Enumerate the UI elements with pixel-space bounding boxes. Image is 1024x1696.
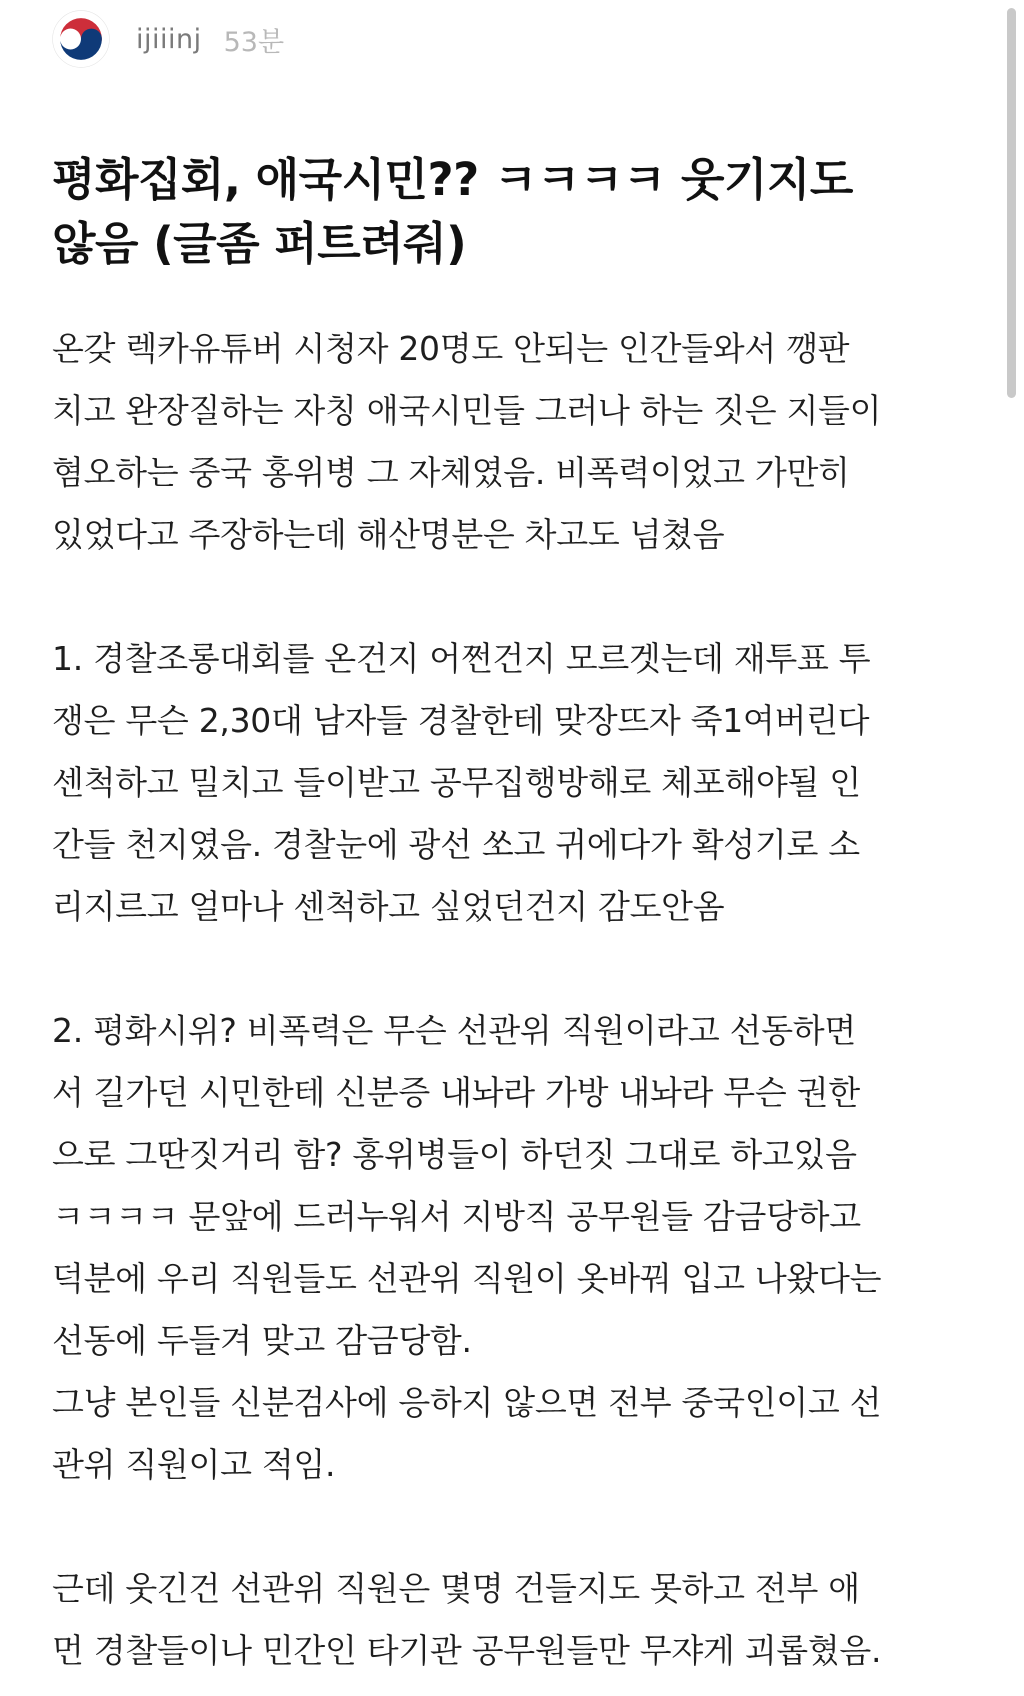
- body-line: 서 길가던 시민한테 신분증 내놔라 가방 내놔라 무슨 권한: [52, 1073, 860, 1112]
- body-line: 간들 천지였음. 경찰눈에 광선 쏘고 귀에다가 확성기로 소: [52, 825, 860, 864]
- post-title-line: 않음 (글좀 퍼트려줘): [52, 217, 467, 270]
- paragraph-spacer: [52, 566, 982, 628]
- body-line: 리지르고 얼마나 센척하고 싶었던건지 감도안옴: [52, 887, 725, 926]
- body-line: 관위 직원이고 적임.: [52, 1445, 336, 1484]
- body-line: 으로 그딴짓거리 함? 홍위병들이 하던짓 그대로 하고있음: [52, 1135, 857, 1174]
- body-line: 근데 웃긴건 선관위 직원은 몇명 건들지도 못하고 전부 애: [52, 1569, 860, 1608]
- body-line: 온갖 렉카유튜버 시청자 20명도 안되는 인간들와서 깽판: [52, 329, 850, 368]
- body-line: ㅋㅋㅋㅋ 문앞에 드러누워서 지방직 공무원들 감금당하고: [52, 1197, 861, 1236]
- post-title: [52, 148, 972, 276]
- post-title-line: 평화집회, 애국시민?? ㅋㅋㅋㅋ 웃기지도: [52, 153, 853, 206]
- body-line: 쟁은 무슨 2,30대 남자들 경찰한테 맞장뜨자 죽1여버린다: [52, 701, 870, 740]
- body-line: 혐오하는 중국 홍위병 그 자체였음. 비폭력이었고 가만히: [52, 453, 850, 492]
- post-body: [52, 318, 982, 1682]
- body-line: 그냥 본인들 신분검사에 응하지 않으면 전부 중국인이고 선: [52, 1383, 882, 1422]
- body-line: 센척하고 밀치고 들이받고 공무집행방해로 체포해야될 인: [52, 763, 861, 802]
- paragraph-spacer: [52, 938, 982, 1000]
- body-line: 먼 경찰들이나 민간인 타기관 공무원들만 무쟈게 괴롭혔음.: [52, 1631, 882, 1670]
- post-timestamp: 53분: [223, 26, 285, 58]
- body-line: 덕분에 우리 직원들도 선관위 직원이 옷바꿔 입고 나왔다는: [52, 1259, 882, 1298]
- post-header: [52, 10, 284, 68]
- paragraph-spacer: [52, 1496, 982, 1558]
- author-name[interactable]: ijiiinj: [136, 23, 202, 55]
- taegeuk-logo-icon[interactable]: [52, 10, 110, 68]
- scrollbar-thumb[interactable]: [1007, 8, 1016, 398]
- body-line: 1. 경찰조롱대회를 온건지 어쩐건지 모르겟는데 재투표 투: [52, 639, 871, 678]
- body-line: 치고 완장질하는 자칭 애국시민들 그러나 하는 짓은 지들이: [52, 391, 882, 430]
- body-line: 2. 평화시위? 비폭력은 무슨 선관위 직원이라고 선동하면: [52, 1011, 856, 1050]
- body-line: 선동에 두들겨 맞고 감금당함.: [52, 1321, 472, 1360]
- body-line: 있었다고 주장하는데 해산명분은 차고도 넘쳤음: [52, 515, 725, 554]
